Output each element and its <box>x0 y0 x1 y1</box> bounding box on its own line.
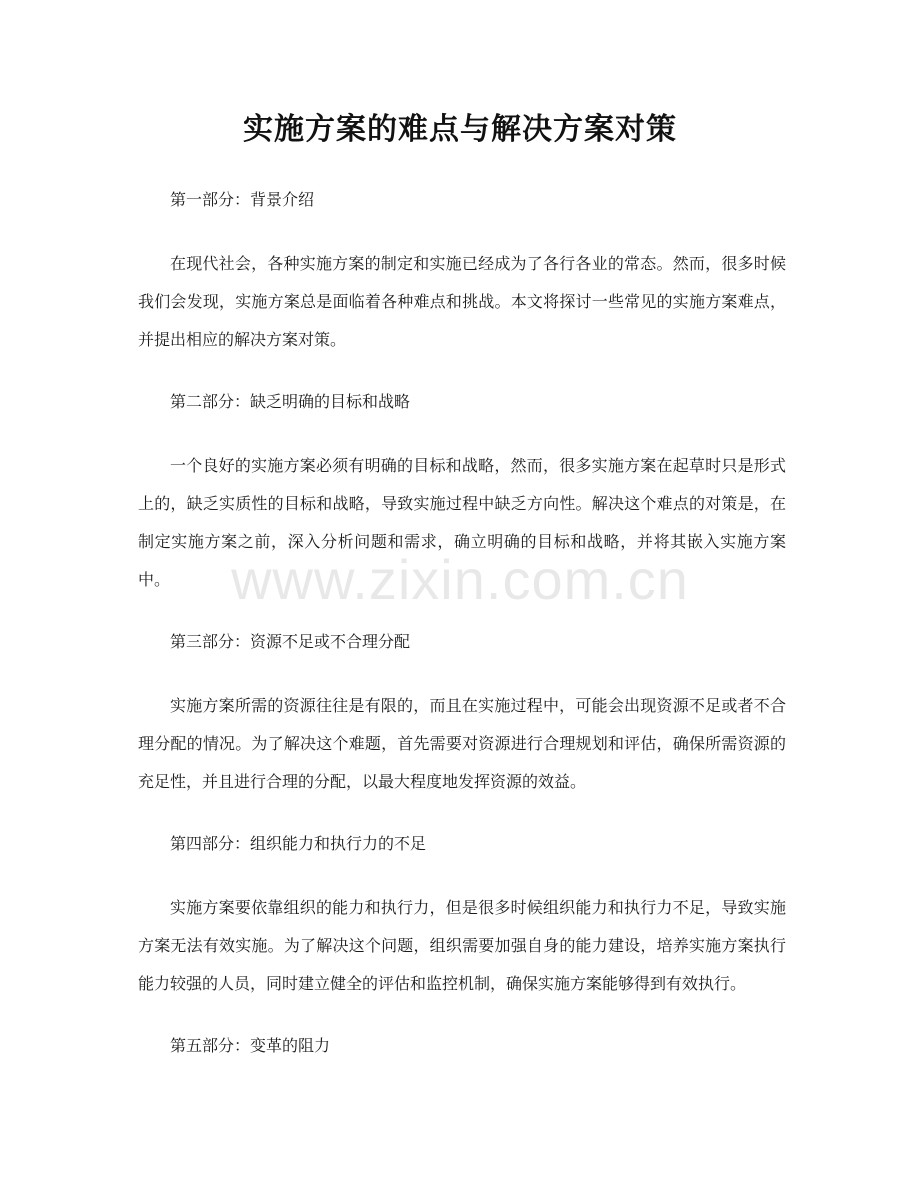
watermark: www.zixin.com.cn <box>231 548 689 611</box>
section-heading: 第三部分：资源不足或不合理分配 <box>170 632 411 651</box>
section-heading: 第二部分：缺乏明确的目标和战略 <box>170 392 411 411</box>
document-title: 实施方案的难点与解决方案对策 <box>243 112 677 147</box>
section-heading: 第一部分：背景介绍 <box>170 190 315 209</box>
section-paragraph: 实施方案所需的资源往往是有限的，而且在实施过程中，可能会出现资源不足或者不合理分配的情况。为了解决这个难题，首先需要对资源进行合理规划和评估，确保所需资源的充足性，并且进行合理的分配，以最大程度地发挥资源的效益。 <box>138 696 786 791</box>
section-heading: 第四部分：组织能力和执行力的不足 <box>170 834 427 853</box>
section-heading: 第五部分：变革的阻力 <box>170 1036 331 1055</box>
section-paragraph: 一个良好的实施方案必须有明确的目标和战略，然而，很多实施方案在起草时只是形式上的，缺乏实质性的目标和战略，导致实施过程中缺乏方向性。解决这个难点的对策是，在制定实施方案之前，深入分析问题和需求，确立明确的目标和战略，并将其嵌入实施方案中。 <box>138 456 786 589</box>
section-paragraph: 在现代社会，各种实施方案的制定和实施已经成为了各行各业的常态。然而，很多时候我们会发现，实施方案总是面临着各种难点和挑战。本文将探讨一些常见的实施方案难点，并提出相应的解决方案对策。 <box>138 254 786 349</box>
document-body <box>138 183 786 1091</box>
section-paragraph: 实施方案要依靠组织的能力和执行力，但是很多时候组织能力和执行力不足，导致实施方案无法有效实施。为了解决这个问题，组织需要加强自身的能力建设，培养实施方案执行能力较强的人员，同时建立健全的评估和监控机制，确保实施方案能够得到有效执行。 <box>138 898 786 993</box>
